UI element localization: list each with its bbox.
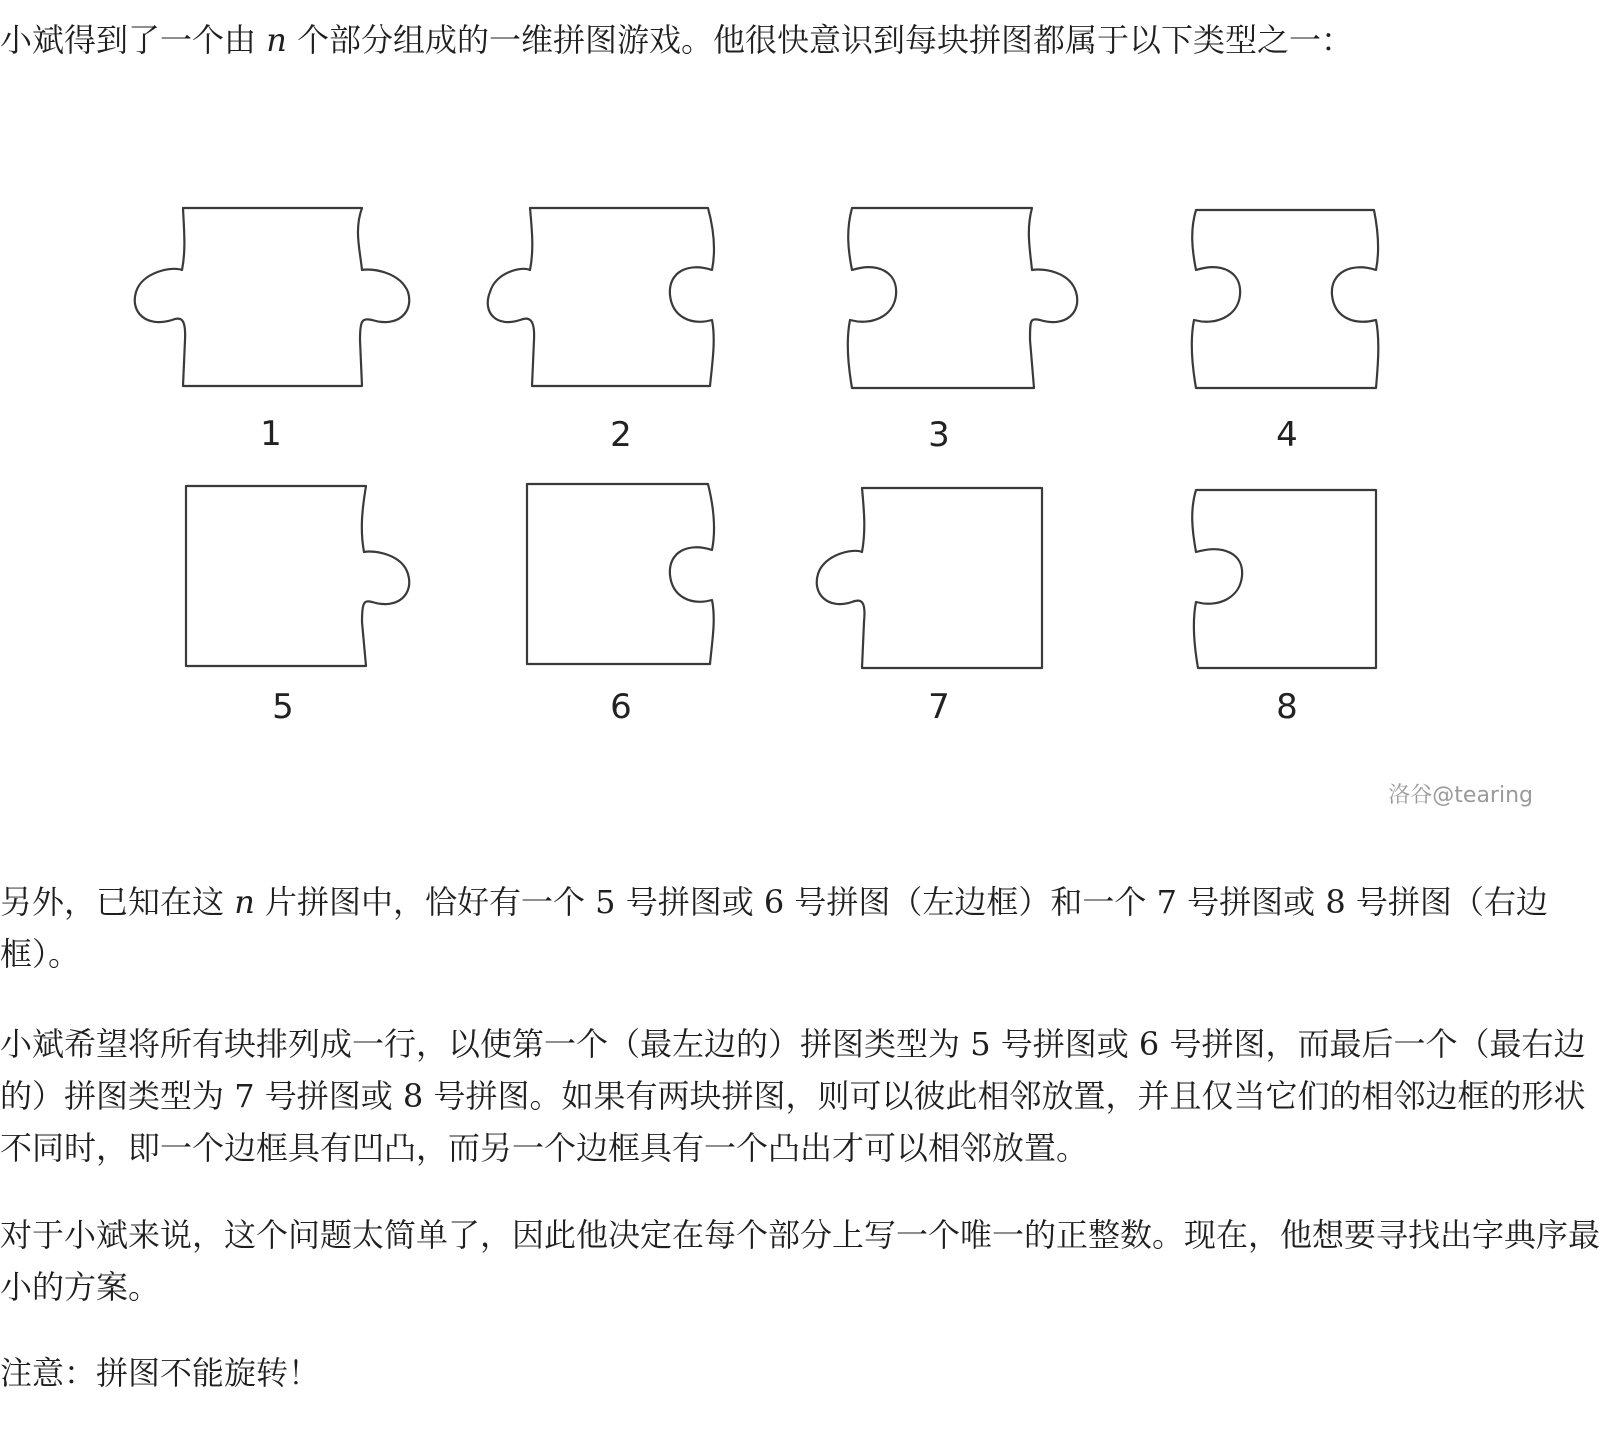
- piece-label-2: 2: [610, 415, 632, 455]
- piece-label-4: 4: [1276, 415, 1298, 455]
- number-6: 6: [763, 883, 785, 921]
- p2-text-c: 号拼图，而最后一个（最右边的）拼图类型为: [0, 1025, 1586, 1115]
- number-6: 6: [1138, 1025, 1160, 1063]
- p1-text-f: 号拼图（右边框）。: [0, 883, 1548, 973]
- puzzle-piece-5: [186, 486, 409, 666]
- p1-text-e: 号拼图或: [1176, 883, 1326, 921]
- puzzle-piece-8: [1192, 490, 1376, 668]
- p2-text-e: 号拼图。如果有两块拼图，则可以彼此相邻放置，并且仅当它们的相邻边框的形状不同时，即一个边框具有凹凸，而另一个边框具有一个凸出才可以相邻放置。: [0, 1077, 1586, 1167]
- paragraph-border-info: [0, 876, 1600, 980]
- piece-label-1: 1: [260, 414, 282, 454]
- piece-label-5: 5: [272, 687, 294, 727]
- p1-text-d: 号拼图（左边框）和一个: [784, 883, 1157, 921]
- paragraph-note: 注意：拼图不能旋转！: [0, 1354, 321, 1392]
- variable-n: n: [266, 21, 287, 59]
- piece-label-3: 3: [928, 415, 950, 455]
- puzzle-piece-6: [527, 484, 714, 664]
- intro-text-2: 个部分组成的一维拼图游戏。他很快意识到每块拼图都属于以下类型之一：: [286, 21, 1353, 59]
- number-8: 8: [1325, 883, 1346, 921]
- number-5: 5: [595, 883, 616, 921]
- puzzle-piece-1: [135, 208, 410, 386]
- watermark: 洛谷@tearing: [1388, 783, 1533, 808]
- paragraph-objective: 对于小斌来说，这个问题太简单了，因此他决定在每个部分上写一个唯一的正整数。现在，他想要寻找出字典序最小的方案。: [0, 1216, 1601, 1306]
- p1-text-c: 号拼图或: [615, 883, 764, 921]
- number-7: 7: [234, 1077, 255, 1115]
- puzzle-piece-3: [848, 208, 1077, 388]
- p2-text-d: 号拼图或: [254, 1077, 403, 1115]
- piece-label-7: 7: [928, 687, 950, 727]
- puzzle-piece-2: [488, 208, 714, 386]
- p1-text-a: 另外，已知在这: [0, 883, 235, 921]
- intro-text-1: 小斌得到了一个由: [0, 21, 267, 59]
- p1-text-b: 片拼图中，恰好有一个: [254, 883, 596, 921]
- puzzle-piece-4: [1192, 210, 1378, 388]
- variable-n: n: [234, 883, 255, 921]
- p2-text-b: 号拼图或: [990, 1025, 1139, 1063]
- puzzle-types-figure: [0, 180, 1603, 840]
- intro-paragraph: [0, 14, 1600, 66]
- puzzle-piece-7: [817, 488, 1042, 668]
- piece-label-6: 6: [610, 687, 632, 727]
- paragraph-arrangement-rules: [0, 1018, 1600, 1174]
- number-8: 8: [402, 1077, 424, 1115]
- number-7: 7: [1156, 883, 1177, 921]
- p2-text-a: 小斌希望将所有块排列成一行，以使第一个（最左边的）拼图类型为: [0, 1025, 971, 1063]
- number-5: 5: [970, 1025, 991, 1063]
- piece-label-8: 8: [1276, 687, 1298, 727]
